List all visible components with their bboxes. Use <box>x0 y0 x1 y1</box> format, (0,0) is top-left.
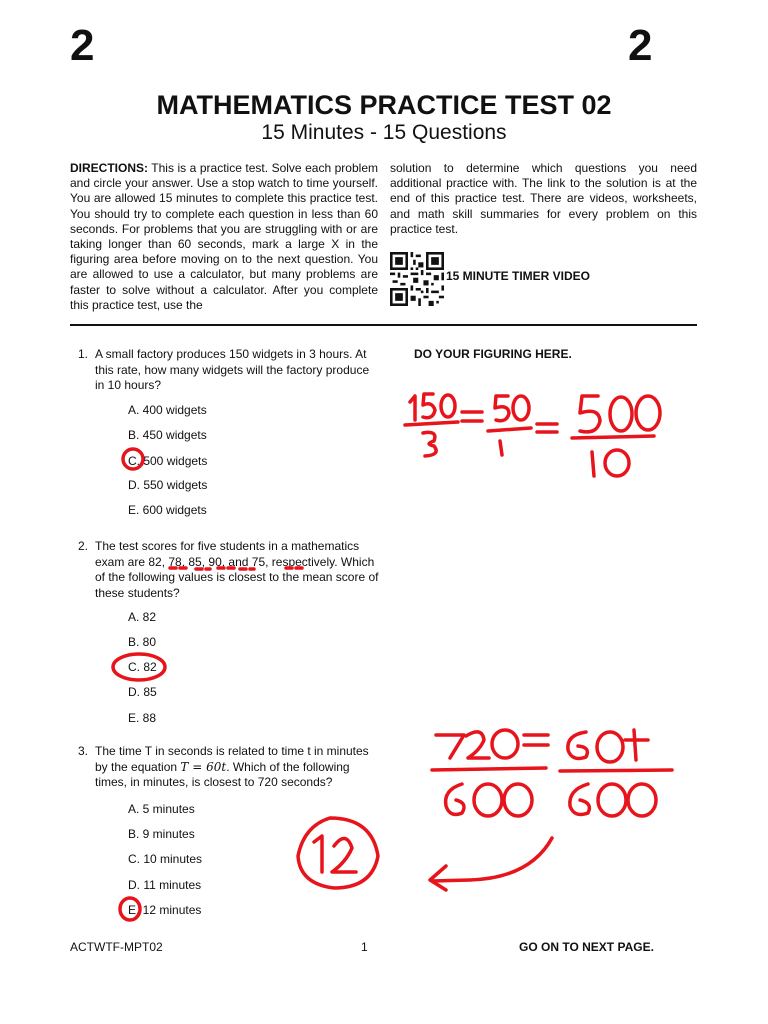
question-text-part: . Which of the following times, in minutes, is closest to 720 seconds? <box>95 759 350 790</box>
footer-code: ACTWTF-MPT02 <box>70 940 163 954</box>
qr-code-icon[interactable] <box>390 252 444 306</box>
equation: T = 60t <box>180 759 227 774</box>
directions-right-column <box>390 161 697 237</box>
question-number: 1. <box>78 347 89 361</box>
page-number-right: 2 <box>628 21 653 70</box>
handwritten-fraction-60t <box>560 730 672 816</box>
answer-option[interactable]: D. 550 widgets <box>128 478 208 492</box>
handwritten-arrow-icon <box>430 838 552 890</box>
question-text <box>95 744 380 791</box>
question-number: 3. <box>78 744 89 758</box>
page-number-left: 2 <box>70 21 95 70</box>
directions-text-right: solution to determine which questions you need additional practice with. The link to the solution is at the end of this practice test. There are videos, worksheets, and math skill summaries for every problem on this practice test. <box>390 161 697 236</box>
answer-option[interactable]: A. 82 <box>128 610 157 624</box>
answer-option[interactable]: E. 600 widgets <box>128 503 207 517</box>
answer-option[interactable]: C. 10 minutes <box>128 852 203 866</box>
section-divider <box>70 324 697 326</box>
timer-video-link[interactable]: 15 MINUTE TIMER VIDEO <box>446 269 591 283</box>
page-title: MATHEMATICS PRACTICE TEST 02 <box>156 90 612 120</box>
answer-option[interactable]: E. 12 minutes <box>128 903 202 917</box>
handwritten-fraction-150-3 <box>405 394 458 456</box>
answer-option[interactable]: A. 5 minutes <box>128 802 195 816</box>
answer-option[interactable]: B. 9 minutes <box>128 827 195 841</box>
answer-option[interactable]: D. 11 minutes <box>128 878 202 892</box>
page-subtitle: 15 Minutes - 15 Questions <box>261 121 507 144</box>
answer-option[interactable]: E. 88 <box>128 711 157 725</box>
answer-option[interactable]: C. 500 widgets <box>128 454 208 468</box>
question-text: The test scores for five students in a mathematics exam are 82, 78, 85, 90, and 75, respectively. Which of the following values is closest to the mean score of these students? <box>95 539 379 600</box>
handwritten-equals <box>537 424 557 432</box>
question-text-part: The time T in seconds is related to time t in minutes by the equation <box>95 744 369 774</box>
answer-option[interactable]: D. 85 <box>128 685 157 699</box>
handwritten-equals <box>462 412 482 421</box>
handwritten-fraction-500-10 <box>572 396 660 476</box>
answer-option[interactable]: C. 82 <box>128 660 157 674</box>
directions-text-left: This is a practice test. Solve each problem and circle your answer. Use a stop watch to time yourself. You are allowed 15 minutes to complete this practice test. You should try to complete each question in less than 60 seconds. For problems that you are struggling with or are taking longer than 60 seconds, mark a large X in the figuring area before moving on to the next question. You are allowed to use a calculator, but many problems are faster to solve without a calculator. After you complete this practice test, use the <box>70 161 378 312</box>
question-text: A small factory produces 150 widgets in 3 hours. At this rate, how many widgets will the factory produce in 10 hours? <box>95 347 370 393</box>
directions-label: DIRECTIONS: <box>70 161 148 175</box>
handwritten-circled-answer <box>298 818 378 888</box>
question-number: 2. <box>78 539 89 553</box>
handwritten-fraction-50-1 <box>488 396 531 455</box>
answer-option[interactable]: B. 450 widgets <box>128 428 207 442</box>
footer-next-page: GO ON TO NEXT PAGE. <box>519 940 654 954</box>
answer-option[interactable]: A. 400 widgets <box>128 403 207 417</box>
handwritten-equals <box>524 735 548 745</box>
handwritten-fraction-720 <box>432 730 546 816</box>
directions-left-column <box>70 161 378 313</box>
answer-option[interactable]: B. 80 <box>128 635 157 649</box>
footer-page-number: 1 <box>361 940 368 954</box>
figuring-area-label: DO YOUR FIGURING HERE. <box>414 347 572 361</box>
